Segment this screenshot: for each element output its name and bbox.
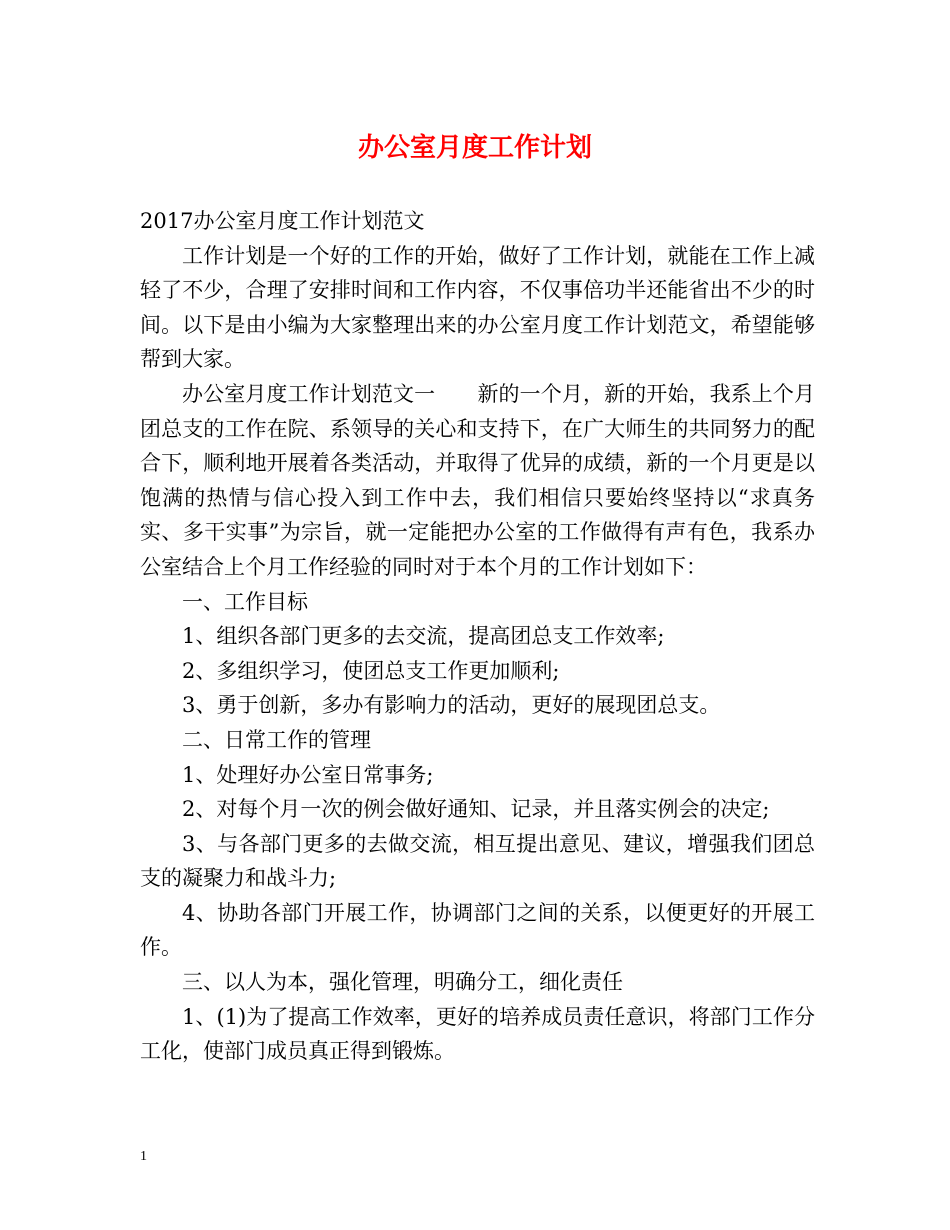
paragraph: 3、与各部门更多的去做交流，相互提出意见、建议，增强我们团总支的凝聚力和战斗力;: [140, 831, 815, 891]
paragraph: 4、协助各部门开展工作，协调部门之间的关系，以便更好的开展工作。: [140, 900, 815, 960]
paragraph: 1、(1)为了提高工作效率，更好的培养成员责任意识，将部门工作分工化，使部门成员真正得到锻炼。: [140, 1004, 815, 1064]
page-number: 1: [140, 1149, 147, 1164]
paragraph: 一、工作目标: [182, 589, 308, 614]
paragraph: 3、勇于创新，多办有影响力的活动，更好的展现团总支。: [182, 693, 721, 718]
paragraph: 1、组织各部门更多的去交流，提高团总支工作效率;: [182, 624, 665, 649]
paragraph: 三、以人为本，强化管理，明确分工，细化责任: [182, 970, 623, 995]
paragraph: 2017办公室月度工作计划范文: [140, 209, 425, 233]
document-title: 办公室月度工作计划: [357, 133, 592, 163]
paragraph: 2、对每个月一次的例会做好通知、记录，并且落实例会的决定;: [182, 797, 770, 822]
document-body: [140, 204, 815, 1069]
paragraph: 办公室月度工作计划范文一 新的一个月，新的开始，我系上个月团总支的工作在院、系领导的关心和支持下，在广大师生的共同努力的配合下，顺利地开展着各类活动，并取得了优异的成绩，新的一个月更是以饱满的热情与信心投入到工作中去，我们相信只要始终坚持以“求真务实、多干实事”为宗旨，就一定能把办公室的工作做得有声有色，我系办公室结合上个月工作经验的同时对于本个月的工作计划如下：: [140, 381, 815, 579]
paragraph: 2、多组织学习，使团总支工作更加顺利;: [182, 658, 560, 683]
paragraph: 1、处理好办公室日常事务;: [182, 762, 434, 787]
paragraph: 二、日常工作的管理: [182, 727, 371, 752]
paragraph: 工作计划是一个好的工作的开始，做好了工作计划，就能在工作上减轻了不少，合理了安排时间和工作内容，不仅事倍功半还能省出不少的时间。以下是由小编为大家整理出来的办公室月度工作计划范文，希望能够帮到大家。: [140, 243, 815, 372]
